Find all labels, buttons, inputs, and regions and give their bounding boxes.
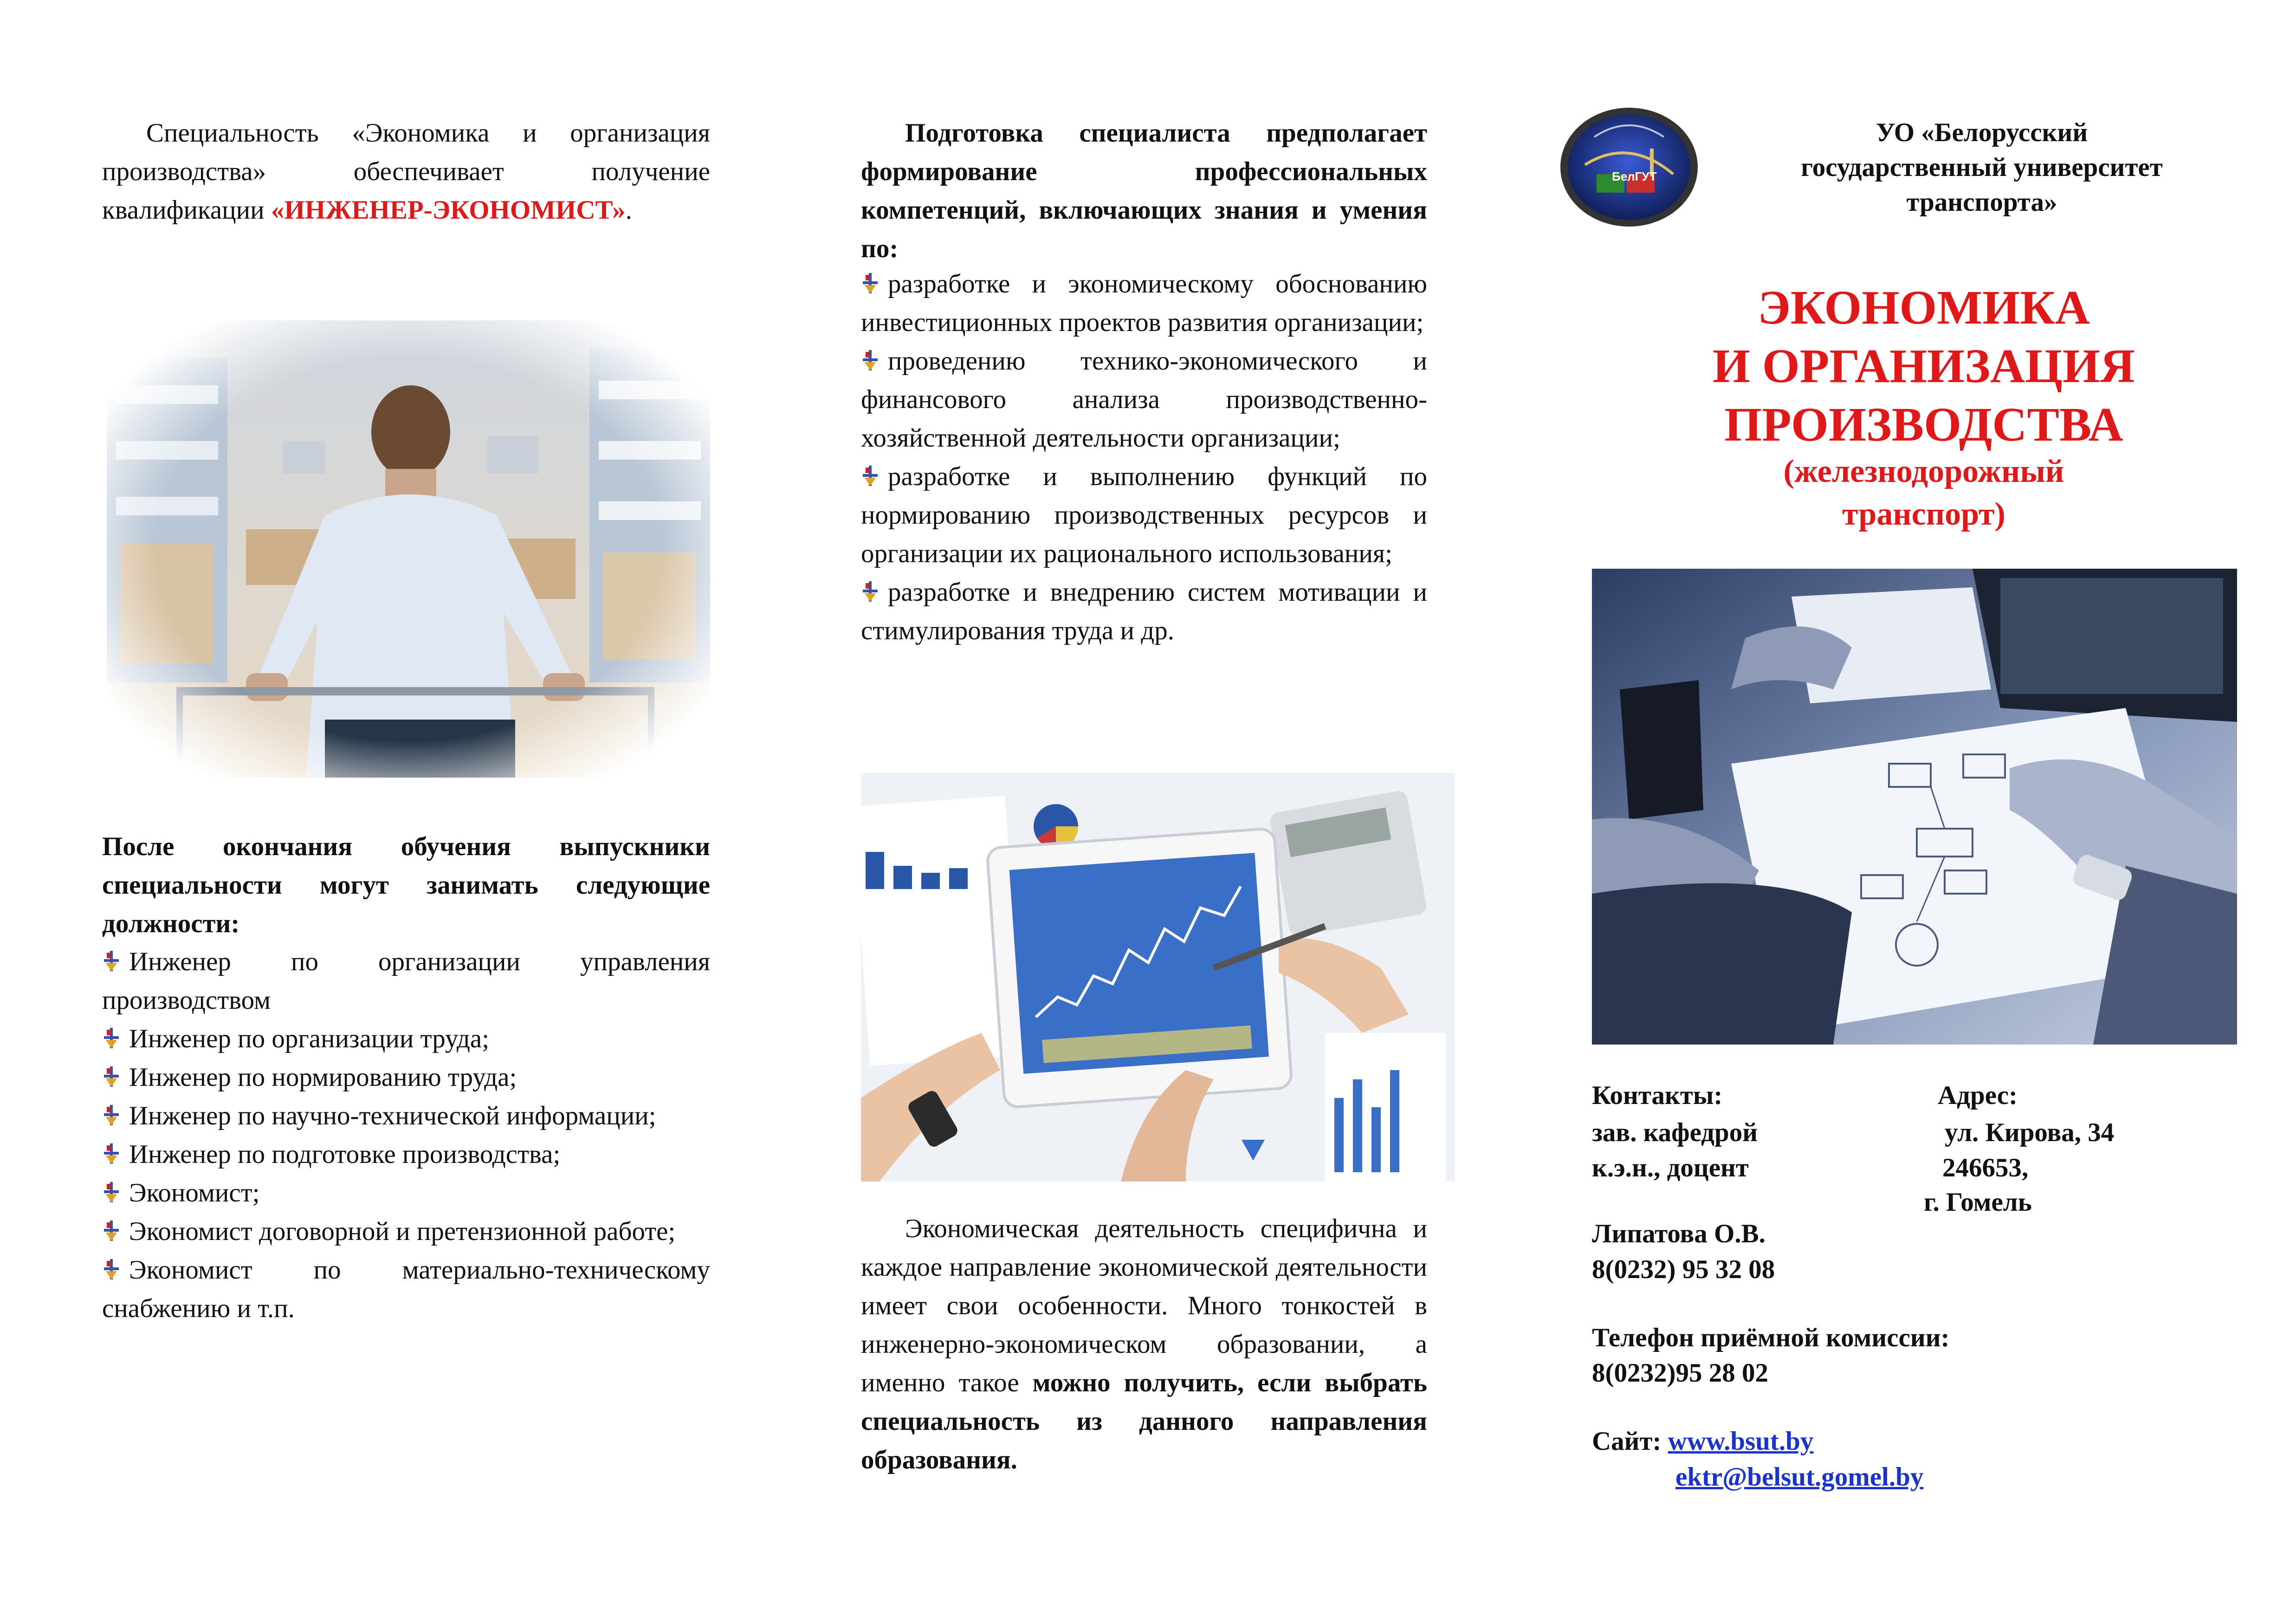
bullet-arrow-icon (861, 344, 880, 369)
title-line: ЭКОНОМИКА (1758, 281, 2090, 334)
website-row (1592, 1423, 1813, 1460)
middle-panel (861, 0, 1469, 1623)
address-zip: 246653, (1942, 1153, 2029, 1182)
bullet-arrow-icon (861, 267, 880, 292)
business-meeting-photo (1592, 569, 2237, 1045)
list-item: Экономист по материально-техническому снабжению и т.п. (102, 1251, 710, 1328)
admissions-label: Телефон приёмной комиссии: (1592, 1323, 1950, 1352)
positions-list (102, 942, 710, 1328)
intro-suffix: . (625, 195, 632, 225)
belgut-emblem-icon (1557, 104, 1701, 230)
university-name-line: транспорта» (1906, 188, 2057, 217)
address-label: Адрес: (1938, 1081, 2018, 1110)
address-street: ул. Кирова, 34 (1945, 1118, 2115, 1147)
university-logo (1557, 104, 1701, 230)
bullet-arrow-icon (102, 1099, 121, 1123)
list-item: разработке и экономическому обоснованию инвестиционных проектов развития организации; (861, 265, 1427, 342)
finance-illustration (861, 773, 1455, 1182)
admissions-phone: 8(0232)95 28 02 (1592, 1358, 1768, 1388)
bullet-arrow-icon (102, 1138, 121, 1162)
finance-tablet-photo (861, 773, 1455, 1182)
list-item: разработке и внедрению систем мотивации и стимулирования труда и др. (861, 573, 1427, 650)
list-item: Инженер по организации труда; (102, 1019, 710, 1058)
department-phone: 8(0232) 95 32 08 (1592, 1255, 1775, 1284)
training-heading: Подготовка специалиста предполагает формирование профессиональных компетенций, включающих знания и умения по: (861, 118, 1427, 263)
list-item: Экономист договорной и претензионной работе; (102, 1212, 710, 1251)
email-link[interactable]: ektr@belsut.gomel.by (1675, 1462, 1924, 1492)
warehouse-photo (107, 320, 710, 778)
intro-paragraph (102, 114, 710, 229)
left-panel (102, 0, 710, 1623)
list-item: Инженер по организации управления производством (102, 942, 710, 1019)
skills-list (861, 265, 1427, 650)
closing-paragraph (861, 1209, 1427, 1479)
logo-text: БелГУТ (1612, 169, 1657, 183)
website-link[interactable]: www.bsut.by (1668, 1427, 1814, 1456)
bullet-arrow-icon (102, 945, 121, 969)
contact-degree: к.э.н., доцент (1592, 1153, 1749, 1182)
list-item: проведению технико-экономического и финансового анализа производственно-хозяйственной деятельности организации; (861, 342, 1427, 457)
specialty-title (1592, 279, 2256, 454)
list-item: Инженер по подготовке производства; (102, 1135, 710, 1174)
university-name (1722, 115, 2242, 220)
email-row (1675, 1459, 1923, 1496)
university-name-line: государственный университет (1801, 153, 2163, 182)
bullet-arrow-icon (861, 576, 880, 600)
university-name-line: УО «Белорусский (1876, 118, 2088, 147)
title-line: ПРОИЗВОДСТВА (1724, 398, 2123, 451)
address-city: г. Гомель (1924, 1188, 2032, 1217)
contact-role: зав. кафедрой (1592, 1118, 1758, 1147)
intro-text: Специальность «Экономика и организация производства» обеспечивает получение квалификации (102, 118, 710, 225)
website-label: Сайт: (1592, 1427, 1662, 1456)
bullet-arrow-icon (102, 1215, 121, 1239)
bullet-arrow-icon (861, 460, 880, 484)
bullet-arrow-icon (102, 1253, 121, 1278)
list-item: Инженер по научно-технической информации; (102, 1097, 710, 1135)
bullet-arrow-icon (102, 1061, 121, 1085)
department-head-name: Липатова О.В. (1592, 1219, 1766, 1248)
list-item: Экономист; (102, 1174, 710, 1212)
bullet-arrow-icon (102, 1022, 121, 1046)
career-heading: После окончания обучения выпускники специальности могут занимать следующие должности: (102, 832, 710, 938)
meeting-illustration (1592, 569, 2237, 1045)
qualification-label: «ИНЖЕНЕР-ЭКОНОМИСТ» (271, 195, 626, 225)
cover-panel (1592, 0, 2256, 1623)
contacts-label: Контакты: (1592, 1081, 1723, 1110)
closing-emphasis: можно получить, если выбрать специальность из данного направления образования. (861, 1368, 1427, 1474)
subtitle-line: (железнодорожный (1783, 454, 2064, 489)
closing-text: Экономическая деятельность специфична и каждое направление экономической деятельности имеет свои особенности. Много тонкостей в инженерно-экономическом образовании, а именно такое (861, 1214, 1427, 1397)
bullet-arrow-icon (102, 1176, 121, 1201)
specialty-subtitle (1592, 450, 2256, 536)
subtitle-line: транспорт) (1842, 496, 2005, 532)
title-line: И ОРГАНИЗАЦИЯ (1713, 339, 2135, 393)
warehouse-illustration (107, 320, 710, 778)
list-item: разработке и выполнению функций по нормированию производственных ресурсов и организации их рационального использования; (861, 457, 1427, 573)
list-item: Инженер по нормированию труда; (102, 1058, 710, 1097)
